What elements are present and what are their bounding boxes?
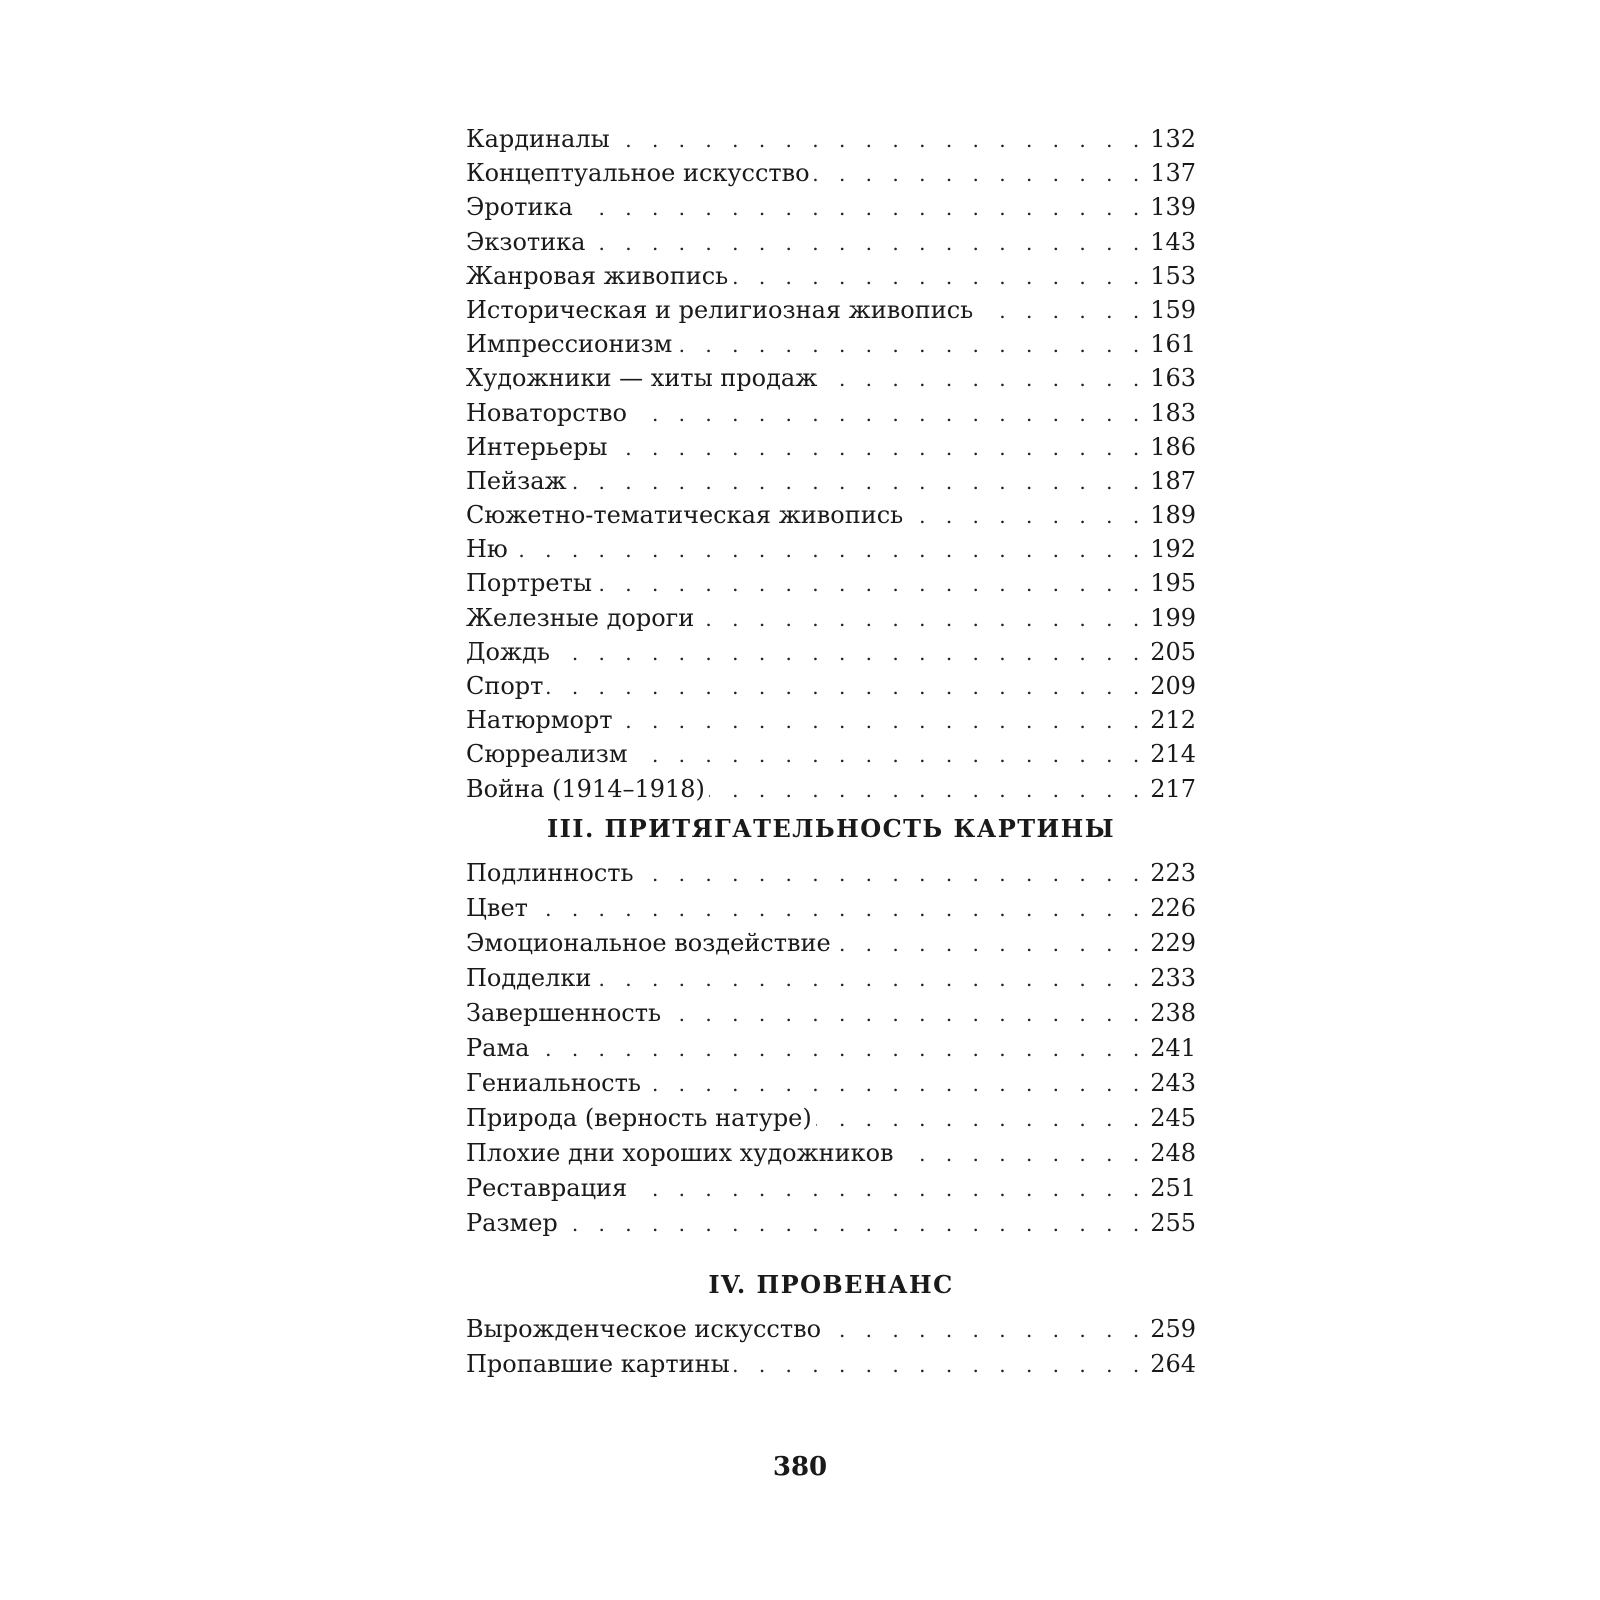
toc-entry bbox=[466, 1171, 1196, 1206]
toc-entry-page: 209 bbox=[1150, 672, 1196, 700]
toc-entry-title: Спорт bbox=[466, 672, 544, 700]
dot-leader bbox=[638, 857, 1147, 892]
dot-leader bbox=[709, 773, 1146, 807]
toc-entry bbox=[466, 703, 1196, 737]
toc-entry-title: Плохие дни хороших художников bbox=[466, 1139, 894, 1167]
toc-entry bbox=[466, 1031, 1196, 1066]
toc-entry-page: 205 bbox=[1150, 637, 1196, 666]
table-of-contents bbox=[466, 122, 1196, 1378]
toc-entry-page: 186 bbox=[1150, 432, 1196, 461]
toc-entry-title: Цвет bbox=[466, 894, 528, 922]
toc-entry bbox=[466, 635, 1196, 669]
toc-entry-title: Размер bbox=[466, 1209, 558, 1237]
toc-entry-page: 163 bbox=[1150, 364, 1196, 393]
toc-entry-page: 255 bbox=[1150, 1209, 1196, 1237]
toc-entry bbox=[466, 156, 1196, 190]
toc-entry-page: 139 bbox=[1150, 193, 1196, 222]
toc-entry-title: Рама bbox=[466, 1034, 530, 1062]
dot-leader bbox=[907, 499, 1146, 533]
dot-leader bbox=[617, 704, 1147, 738]
dot-leader bbox=[612, 431, 1147, 465]
toc-entry-page: 259 bbox=[1150, 1315, 1196, 1343]
toc-entry-title: Подлинность bbox=[466, 859, 634, 887]
toc-entry-page: 195 bbox=[1150, 569, 1196, 598]
toc-entry-page: 192 bbox=[1150, 535, 1196, 564]
dot-leader bbox=[977, 294, 1146, 328]
dot-leader bbox=[614, 123, 1147, 157]
toc-entry bbox=[466, 1101, 1196, 1136]
toc-entry-page: 243 bbox=[1150, 1069, 1196, 1097]
toc-entry bbox=[466, 669, 1196, 703]
toc-entry-page: 217 bbox=[1150, 774, 1196, 803]
toc-entry-title: Кардиналы bbox=[466, 125, 610, 153]
toc-entry-title: Подделки bbox=[466, 964, 592, 992]
toc-entry-page: 187 bbox=[1150, 466, 1196, 495]
dot-leader bbox=[532, 892, 1146, 927]
toc-entry-title: Историческая и религиозная живопись bbox=[466, 295, 974, 324]
toc-entry bbox=[466, 996, 1196, 1031]
dot-leader bbox=[577, 191, 1146, 225]
toc-entry-title: Портреты bbox=[466, 569, 592, 598]
toc-entry bbox=[466, 601, 1196, 635]
toc-entry bbox=[466, 396, 1196, 430]
toc-entry-title: Вырожденческое искусство bbox=[466, 1315, 822, 1343]
dot-leader bbox=[631, 397, 1146, 431]
toc-entry bbox=[466, 327, 1196, 361]
toc-entry bbox=[466, 1312, 1196, 1347]
toc-entry-page: 159 bbox=[1150, 295, 1196, 324]
toc-entry-page: 238 bbox=[1150, 999, 1196, 1027]
dot-leader bbox=[732, 260, 1146, 294]
toc-entry-title: Война (1914–1918) bbox=[466, 774, 705, 803]
toc-entry-page: 153 bbox=[1150, 261, 1196, 290]
dot-leader bbox=[645, 1067, 1146, 1102]
toc-entry-title: Сюжетно-тематическая живопись bbox=[466, 501, 904, 530]
toc-entry-page: 137 bbox=[1150, 159, 1196, 188]
toc-entry-page: 132 bbox=[1150, 125, 1196, 153]
toc-entry-title: Эмоциональное воздействие bbox=[466, 929, 831, 957]
toc-entry-page: 248 bbox=[1150, 1139, 1196, 1167]
toc-entry-title: Железные дороги bbox=[466, 603, 695, 632]
toc-entry-page: 183 bbox=[1150, 398, 1196, 427]
toc-entry-title: Новаторство bbox=[466, 398, 627, 427]
dot-leader bbox=[816, 1102, 1146, 1137]
toc-entry-title: Интерьеры bbox=[466, 432, 608, 461]
toc-entry bbox=[466, 532, 1196, 566]
page-number: 380 bbox=[772, 1452, 828, 1482]
toc-section-4 bbox=[466, 1268, 1196, 1382]
toc-entry-page: 212 bbox=[1150, 706, 1196, 735]
toc-entry bbox=[466, 259, 1196, 293]
dot-leader bbox=[631, 1172, 1146, 1207]
toc-entry bbox=[466, 122, 1196, 156]
dot-leader bbox=[676, 328, 1146, 362]
section-heading: IV. ПРОВЕНАНС bbox=[708, 1270, 954, 1299]
toc-entry bbox=[466, 1206, 1196, 1241]
toc-entry-page: 233 bbox=[1150, 964, 1196, 992]
toc-entry-page: 264 bbox=[1150, 1350, 1196, 1378]
dot-leader bbox=[665, 997, 1146, 1032]
toc-entry-title: Натюрморт bbox=[466, 706, 613, 735]
toc-entry-title: Пейзаж bbox=[466, 466, 567, 495]
dot-leader bbox=[547, 670, 1146, 704]
toc-section-main bbox=[466, 122, 1196, 806]
toc-entry bbox=[466, 430, 1196, 464]
toc-entry-title: Дождь bbox=[466, 637, 550, 666]
toc-entry-page: 223 bbox=[1150, 859, 1196, 887]
toc-entry-page: 229 bbox=[1150, 929, 1196, 957]
toc-entry-page: 241 bbox=[1150, 1034, 1196, 1062]
toc-entry bbox=[466, 856, 1196, 891]
dot-leader bbox=[821, 362, 1146, 396]
toc-entry bbox=[466, 225, 1196, 259]
toc-entry-page: 189 bbox=[1150, 501, 1196, 530]
toc-entry-title: Гениальность bbox=[466, 1069, 641, 1097]
dot-leader bbox=[589, 226, 1146, 260]
toc-entry-page: 251 bbox=[1150, 1174, 1196, 1202]
toc-entry-title: Ню bbox=[466, 535, 508, 564]
toc-entry-title: Концептуальное искусство bbox=[466, 159, 810, 188]
toc-entry bbox=[466, 737, 1196, 771]
toc-entry-title: Художники — хиты продаж bbox=[466, 364, 818, 393]
dot-leader bbox=[595, 962, 1146, 997]
dot-leader bbox=[698, 602, 1146, 636]
toc-entry bbox=[466, 464, 1196, 498]
dot-leader bbox=[512, 533, 1146, 567]
toc-section-3 bbox=[466, 812, 1196, 1241]
toc-entry bbox=[466, 1347, 1196, 1382]
toc-entry-title: Импрессионизм bbox=[466, 330, 673, 359]
dot-leader bbox=[898, 1137, 1147, 1172]
toc-entry-title: Пропавшие картины bbox=[466, 1350, 730, 1378]
dot-leader bbox=[825, 1313, 1146, 1348]
toc-entry bbox=[466, 772, 1196, 806]
toc-entry-title: Жанровая живопись bbox=[466, 261, 729, 290]
toc-entry-title: Реставрация bbox=[466, 1174, 628, 1202]
toc-entry bbox=[466, 1136, 1196, 1171]
dot-leader bbox=[533, 1032, 1146, 1067]
toc-entry-title: Экзотика bbox=[466, 227, 586, 256]
toc-entry bbox=[466, 1066, 1196, 1101]
toc-entry bbox=[466, 293, 1196, 327]
dot-leader bbox=[554, 636, 1146, 670]
toc-entry-page: 245 bbox=[1150, 1104, 1196, 1132]
toc-entry-page: 226 bbox=[1150, 894, 1196, 922]
toc-entry bbox=[466, 361, 1196, 395]
toc-entry-title: Завершенность bbox=[466, 999, 662, 1027]
toc-entry bbox=[466, 961, 1196, 996]
toc-entry-page: 143 bbox=[1150, 227, 1196, 256]
dot-leader bbox=[734, 1348, 1146, 1383]
dot-leader bbox=[562, 1207, 1146, 1242]
toc-entry bbox=[466, 190, 1196, 224]
toc-entry-title: Природа (верность натуре) bbox=[466, 1104, 812, 1132]
dot-leader bbox=[571, 465, 1147, 499]
dot-leader bbox=[835, 927, 1146, 962]
toc-entry-page: 199 bbox=[1150, 603, 1196, 632]
toc-entry-title: Эротика bbox=[466, 193, 573, 222]
dot-leader bbox=[632, 738, 1147, 772]
toc-entry-page: 214 bbox=[1150, 740, 1196, 769]
toc-entry-page: 161 bbox=[1150, 330, 1196, 359]
toc-entry-title: Сюрреализм bbox=[466, 740, 628, 769]
dot-leader bbox=[814, 157, 1147, 191]
toc-entry bbox=[466, 498, 1196, 532]
toc-entry bbox=[466, 566, 1196, 600]
section-heading: III. ПРИТЯГАТЕЛЬНОСТЬ КАРТИНЫ bbox=[546, 814, 1116, 843]
toc-entry bbox=[466, 891, 1196, 926]
dot-leader bbox=[596, 567, 1146, 601]
toc-entry bbox=[466, 926, 1196, 961]
